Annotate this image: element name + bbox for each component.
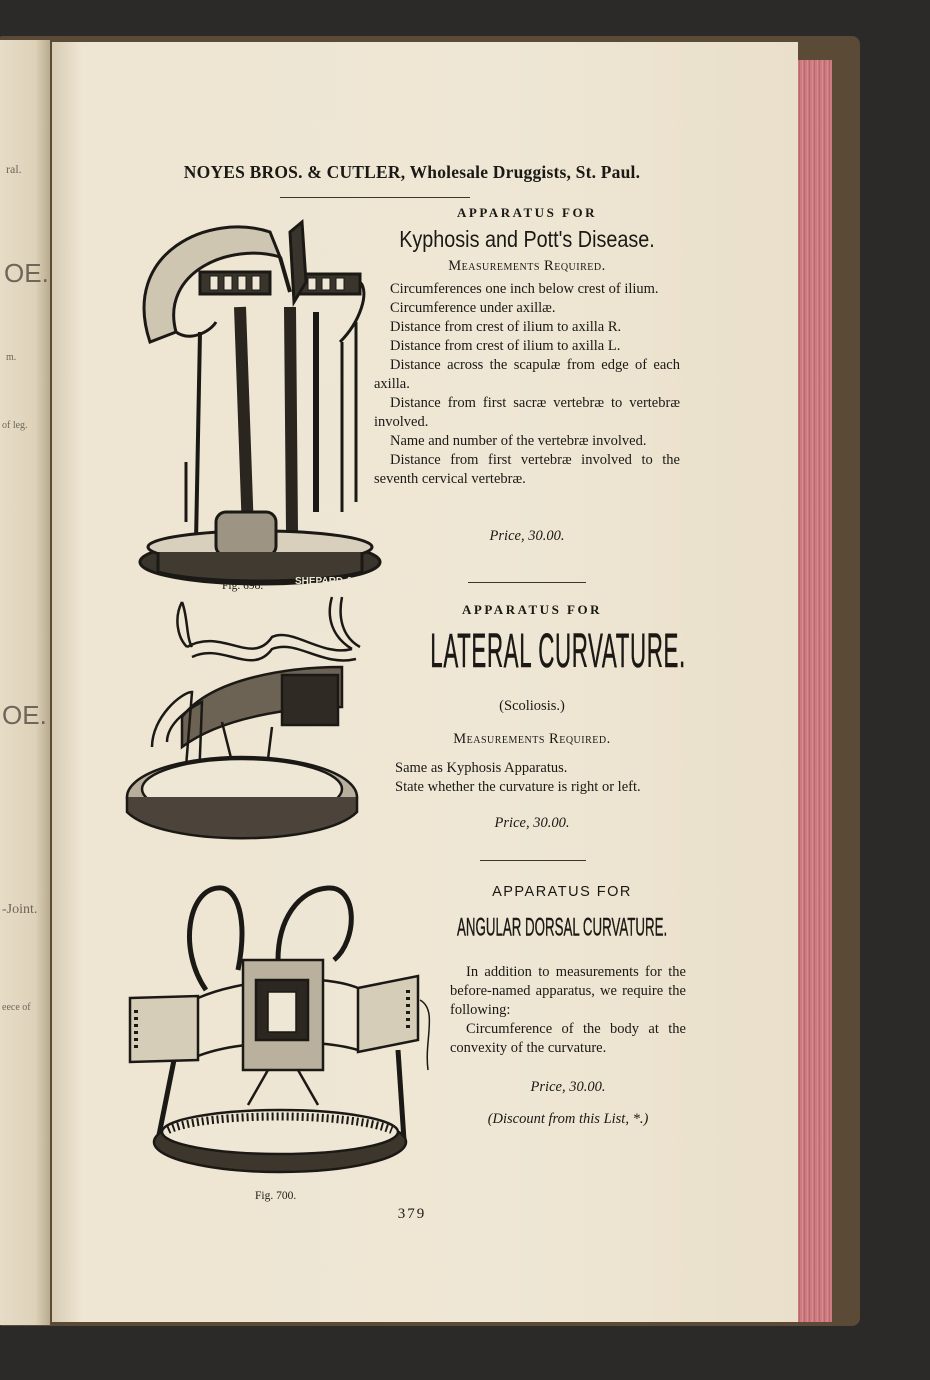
kyphosis-measurements-heading: Measurements Required. [448, 258, 606, 274]
lateral-subtitle: (Scoliosis.) [499, 698, 565, 714]
catalog-page [52, 42, 798, 1322]
left-page-fragment: OE. [2, 700, 47, 730]
figure-caption-700: Fig. 700. [255, 1190, 297, 1202]
belt-inscription: SHEPARD & DUDLEY N.Y. [295, 576, 418, 587]
lateral-measurements-list [379, 759, 683, 797]
left-page-fragment: m. [6, 352, 17, 363]
scoliosis-apparatus-illustration [122, 597, 372, 847]
measurement-item: Distance across the scapulæ from edge of each axilla. [374, 357, 680, 392]
angular-title: ANGULAR DORSAL CURVATURE. [456, 914, 668, 942]
page-edges [796, 60, 832, 1322]
left-page-fragment: eece of [2, 1002, 31, 1013]
measurement-item: Distance from first sacræ vertebræ to vertebræ involved. [374, 395, 680, 430]
left-page [0, 40, 50, 1325]
measurement-item: Circumference under axillæ. [390, 300, 556, 316]
kyphosis-measurements-list [374, 280, 680, 489]
lateral-price: Price, 30.00. [494, 815, 570, 831]
section-divider [468, 582, 586, 583]
dorsal-apparatus-illustration [128, 880, 438, 1190]
header-rule [280, 197, 470, 198]
left-page-fragment: OE. [4, 258, 49, 288]
angular-heading: APPARATUS FOR [492, 884, 632, 900]
kyphosis-price: Price, 30.00. [489, 528, 565, 544]
measurement-item: Circumferences one inch below crest of ilium. [390, 281, 659, 297]
page-header: NOYES BROS. & CUTLER, Wholesale Druggists, St. Paul. [183, 162, 641, 182]
kyphosis-heading: APPARATUS FOR [457, 205, 597, 220]
measurement-item: State whether the curvature is right or left. [395, 779, 641, 795]
angular-price: Price, 30.00. [530, 1079, 606, 1095]
left-page-fragment: ral. [6, 162, 22, 176]
measurement-item: Same as Kyphosis Apparatus. [395, 760, 568, 776]
measurement-item: Circumference of the body at the convexity of the curvature. [450, 1021, 686, 1056]
measurement-item: Distance from crest of ilium to axilla L. [390, 338, 621, 354]
page-number: 379 [397, 1206, 427, 1222]
lateral-title-wrap [352, 622, 712, 690]
left-page-fragment: of leg. [2, 420, 28, 431]
measurement-item: Distance from first vertebræ involved to the seventh cervical vertebræ. [374, 452, 680, 487]
measurement-item: Distance from crest of ilium to axilla R. [390, 319, 622, 335]
angular-measurements-list [450, 963, 686, 1058]
discount-note: (Discount from this List, *.) [487, 1111, 649, 1127]
left-page-fragment: -Joint. [2, 902, 38, 917]
lateral-measurements-heading: Measurements Required. [453, 731, 611, 747]
kyphosis-title: Kyphosis and Pott's Disease. [399, 226, 655, 252]
figure-caption-698: Fig. 698. [222, 580, 264, 592]
section-divider [480, 860, 586, 861]
measurement-item: In addition to measurements for the before-named apparatus, we require the following: [450, 964, 686, 1018]
angular-title-wrap [392, 914, 732, 952]
lateral-title: LATERAL CURVATURE. [430, 622, 686, 678]
measurement-item: Name and number of the vertebræ involved. [390, 433, 647, 449]
lateral-heading: APPARATUS FOR [462, 602, 602, 617]
